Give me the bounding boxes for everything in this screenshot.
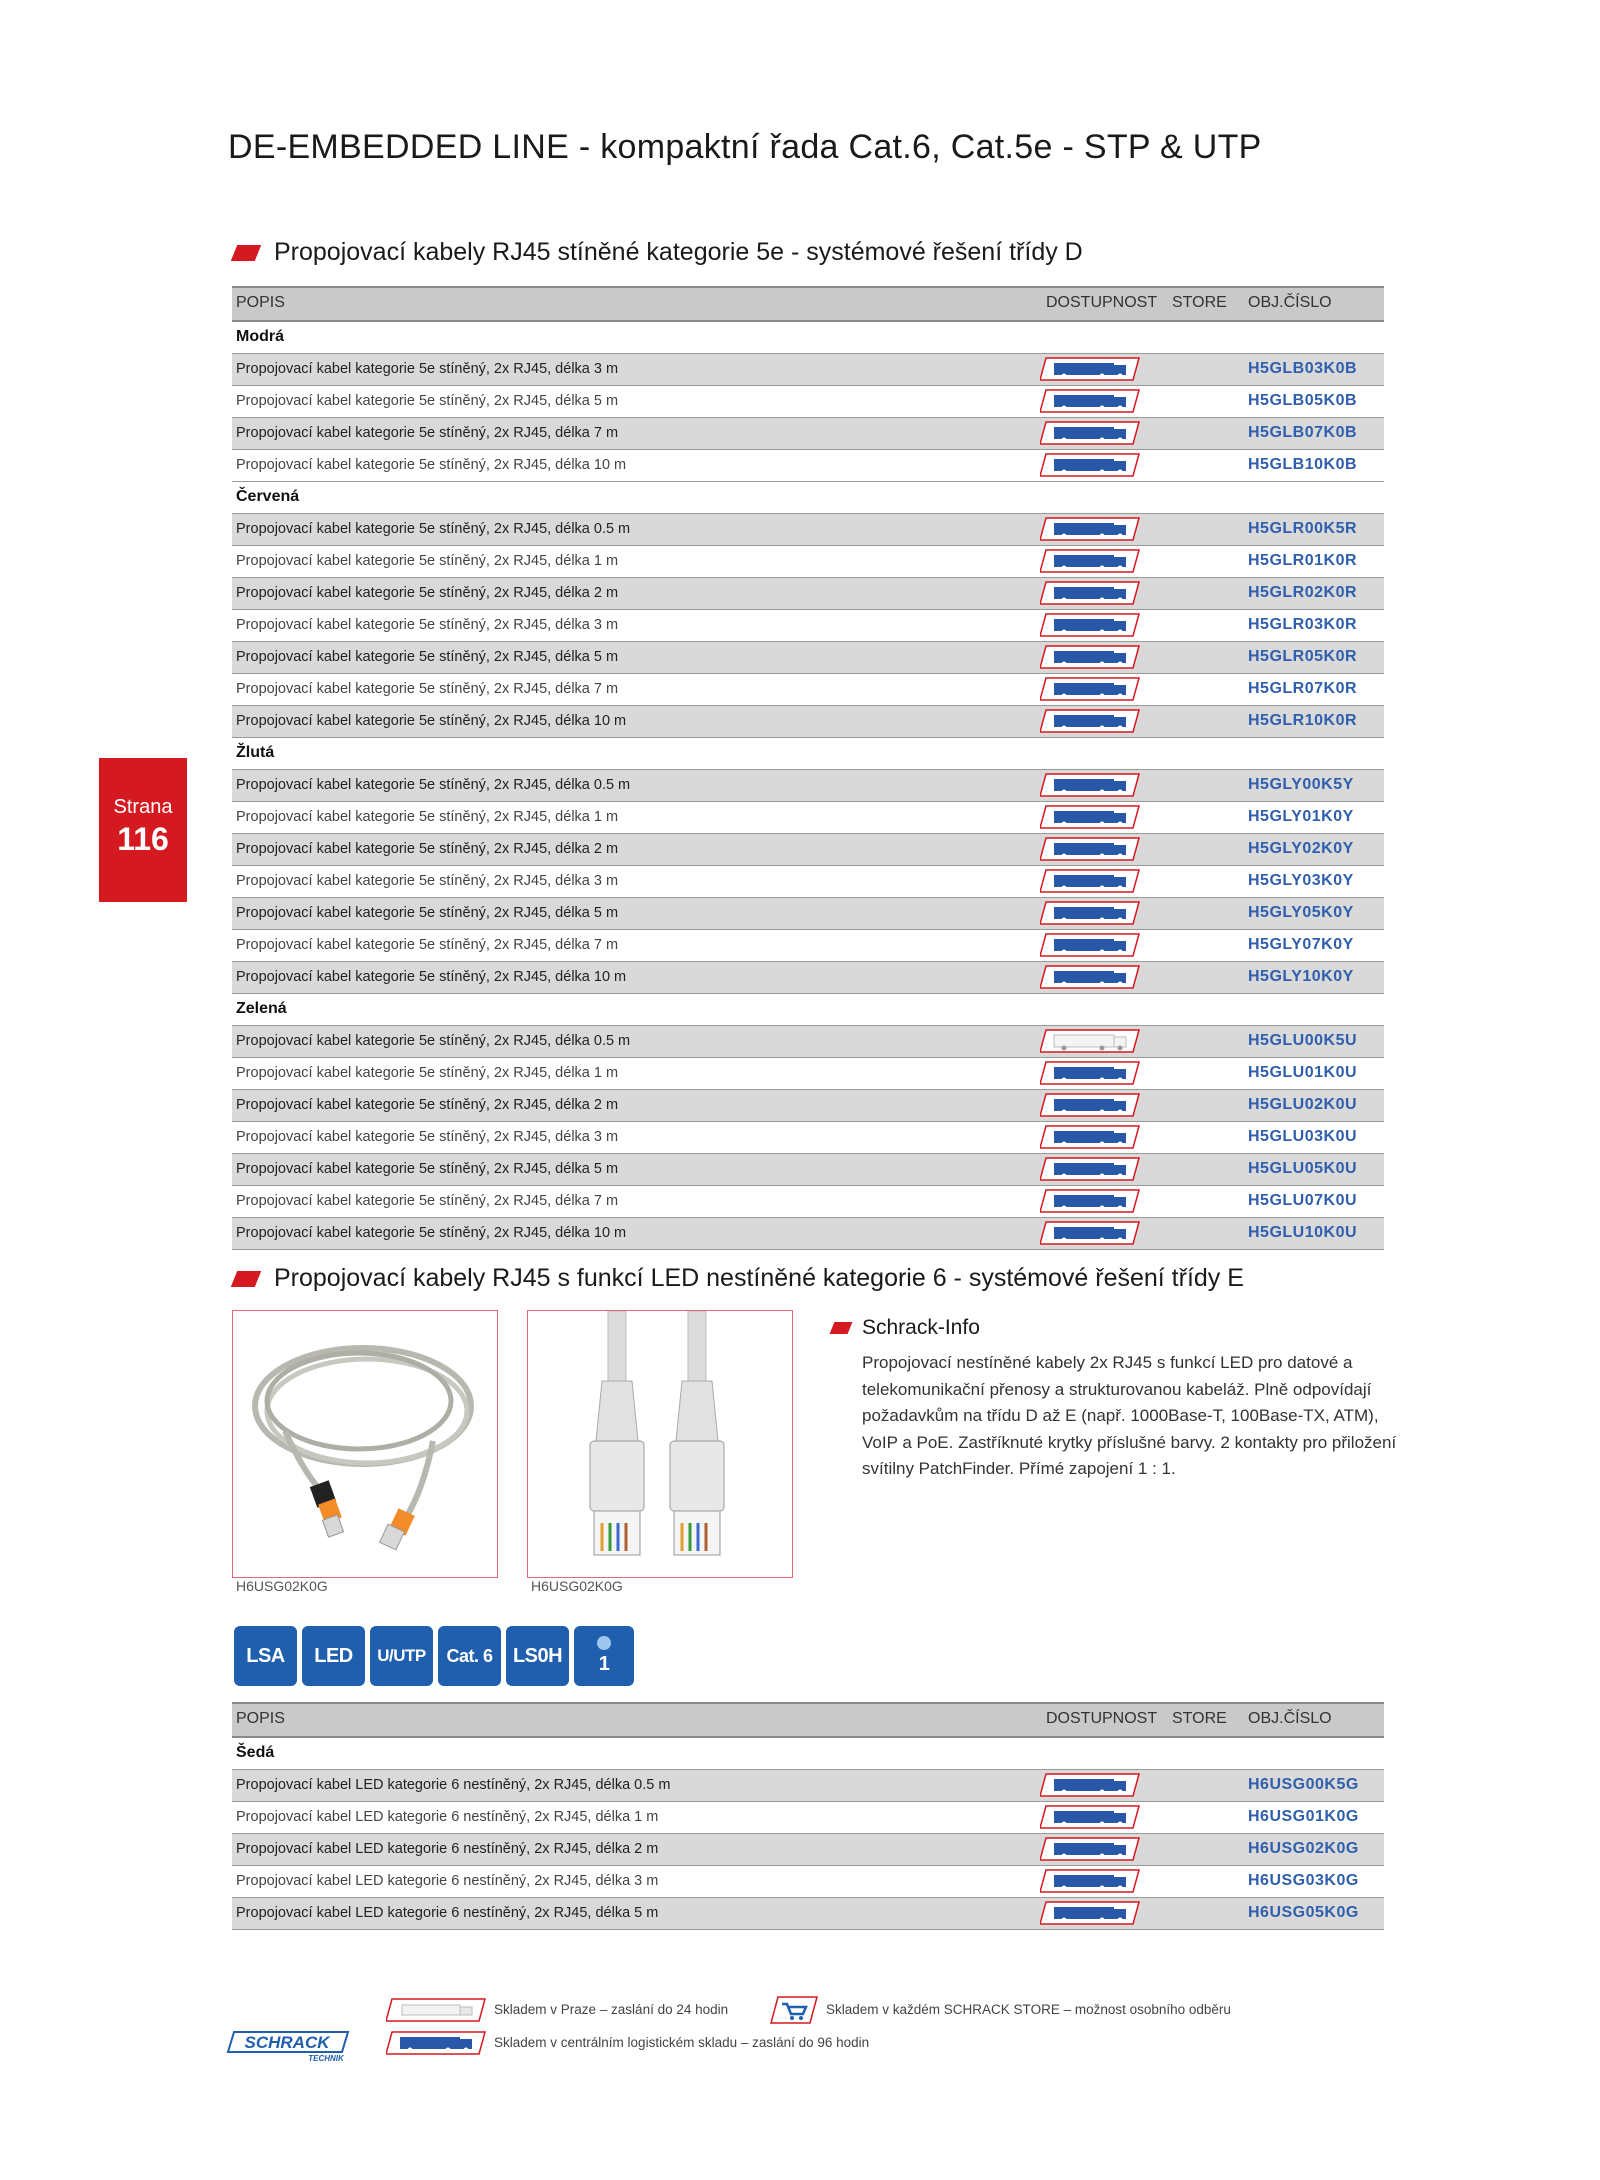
truck-central-icon — [1040, 389, 1140, 413]
badge-patchfinder-value: 1 — [598, 1653, 610, 1675]
group-row — [232, 482, 1384, 514]
order-number: H5GLR10K0R — [1248, 712, 1358, 729]
product-table-cat6-led — [232, 1702, 1384, 1930]
table-row — [232, 1026, 1384, 1058]
row-description: Propojovací kabel kategorie 5e stíněný, 2x RJ45, délka 10 m — [236, 457, 627, 473]
row-description: Propojovací kabel kategorie 5e stíněný, 2x RJ45, délka 1 m — [236, 1065, 619, 1081]
table-row — [232, 770, 1384, 802]
table-row — [232, 578, 1384, 610]
table-row — [232, 1186, 1384, 1218]
truck-central-icon — [1040, 357, 1140, 381]
group-name: Zelená — [236, 1000, 287, 1017]
col-store: STORE — [1172, 294, 1227, 311]
group-row — [232, 994, 1384, 1026]
table-row — [232, 1122, 1384, 1154]
row-description: Propojovací kabel LED kategorie 6 nestíněný, 2x RJ45, délka 3 m — [236, 1873, 659, 1889]
table-row — [232, 1834, 1384, 1866]
order-number: H5GLR01K0R — [1248, 552, 1358, 569]
row-description: Propojovací kabel kategorie 5e stíněný, 2x RJ45, délka 5 m — [236, 905, 619, 921]
truck-central-icon — [1040, 869, 1140, 893]
truck-prague-icon — [1040, 1029, 1140, 1053]
col-popis: POPIS — [236, 294, 285, 311]
order-number: H6USG05K0G — [1248, 1904, 1359, 1921]
order-number: H6USG03K0G — [1248, 1872, 1359, 1889]
truck-central-icon — [1040, 453, 1140, 477]
truck-central-icon — [1040, 1773, 1140, 1797]
order-number: H6USG02K0G — [1248, 1840, 1359, 1857]
row-description: Propojovací kabel kategorie 5e stíněný, 2x RJ45, délka 7 m — [236, 1193, 619, 1209]
order-number: H5GLY00K5Y — [1248, 776, 1354, 793]
page-number: 116 — [117, 821, 169, 857]
table-header — [232, 286, 1384, 322]
group-name: Žlutá — [236, 744, 275, 761]
truck-central-icon — [1040, 549, 1140, 573]
row-description: Propojovací kabel kategorie 5e stíněný, 2x RJ45, délka 10 m — [236, 1225, 627, 1241]
row-description: Propojovací kabel kategorie 5e stíněný, 2x RJ45, délka 7 m — [236, 425, 619, 441]
schrack-logo-image — [226, 2030, 350, 2064]
legend-prague: Skladem v Praze – zaslání do 24 hodin — [494, 2002, 729, 2017]
table-row — [232, 898, 1384, 930]
order-number: H5GLR02K0R — [1248, 584, 1358, 601]
order-number: H5GLU02K0U — [1248, 1096, 1358, 1113]
row-description: Propojovací kabel kategorie 5e stíněný, 2x RJ45, délka 2 m — [236, 585, 619, 601]
order-number: H6USG00K5G — [1248, 1776, 1359, 1793]
page-title: DE-EMBEDDED LINE - kompaktní řada Cat.6, Cat.5e - STP & UTP — [228, 128, 1262, 166]
section2-heading-text: Propojovací kabely RJ45 s funkcí LED nestíněné kategorie 6 - systémové řešení třídy E — [274, 1264, 1244, 1292]
order-number: H5GLU05K0U — [1248, 1160, 1358, 1177]
truck-central-icon — [1040, 1221, 1140, 1245]
truck-central-icon — [1040, 1125, 1140, 1149]
table-row — [232, 962, 1384, 994]
cart-store-icon — [770, 1996, 818, 2024]
truck-central-icon — [1040, 1805, 1140, 1829]
truck-central-icon — [1040, 1837, 1140, 1861]
legend-central: Skladem v centrálním logistickém skladu – zaslání do 96 hodin — [494, 2035, 870, 2050]
table-row — [232, 674, 1384, 706]
group-name: Šedá — [236, 1744, 275, 1761]
row-description: Propojovací kabel LED kategorie 6 nestíněný, 2x RJ45, délka 0.5 m — [236, 1777, 671, 1793]
section-marker-icon — [231, 245, 261, 261]
logo-subtitle: TECHNIK — [308, 2054, 344, 2063]
product-photo-connectors — [527, 1310, 793, 1578]
row-description: Propojovací kabel kategorie 5e stíněný, 2x RJ45, délka 10 m — [236, 969, 627, 985]
order-number: H5GLU01K0U — [1248, 1064, 1358, 1081]
table-row — [232, 706, 1384, 738]
table-row — [232, 1218, 1384, 1250]
row-description: Propojovací kabel kategorie 5e stíněný, 2x RJ45, délka 3 m — [236, 1129, 619, 1145]
truck-central-icon — [1040, 805, 1140, 829]
truck-central-icon — [1040, 677, 1140, 701]
truck-central-icon — [1040, 1189, 1140, 1213]
order-number: H5GLU07K0U — [1248, 1192, 1358, 1209]
schrack-info-title: Schrack-Info — [862, 1316, 980, 1339]
truck-prague-icon — [386, 1998, 486, 2022]
order-number: H5GLU00K5U — [1248, 1032, 1358, 1049]
order-number: H5GLR07K0R — [1248, 680, 1358, 697]
row-description: Propojovací kabel kategorie 5e stíněný, 2x RJ45, délka 3 m — [236, 361, 619, 377]
order-number: H5GLY10K0Y — [1248, 968, 1354, 985]
table-row — [232, 1866, 1384, 1898]
table-row — [232, 514, 1384, 546]
col-obj-cislo: OBJ.ČÍSLO — [1248, 1710, 1332, 1727]
col-obj-cislo: OBJ.ČÍSLO — [1248, 294, 1332, 311]
row-description: Propojovací kabel kategorie 5e stíněný, 2x RJ45, délka 10 m — [236, 713, 627, 729]
row-description: Propojovací kabel kategorie 5e stíněný, 2x RJ45, délka 5 m — [236, 1161, 619, 1177]
legend-store: Skladem v každém SCHRACK STORE – možnost osobního odběru — [826, 2002, 1231, 2017]
row-description: Propojovací kabel kategorie 5e stíněný, 2x RJ45, délka 2 m — [236, 841, 619, 857]
table-row — [232, 834, 1384, 866]
photo-caption-2: H6USG02K0G — [531, 1578, 623, 1594]
schrack-info-heading — [832, 1316, 980, 1340]
truck-central-icon — [1040, 421, 1140, 445]
group-row — [232, 322, 1384, 354]
schrack-info-text: Propojovací nestíněné kabely 2x RJ45 s funkcí LED pro datové a telekomunikační přenosy a strukturovanou kabeláž. Plně odpovídají požadavkům na třídu D až E (např. 1000Base-T, 100Base-TX, ATM), VoIP a PoE. Zastříknuté krytky příslušné barvy. 2 kontakty pro přiložení svítilny PatchFinder. Přímé zapojení 1 : 1. — [862, 1353, 1397, 1478]
logo-wordmark: SCHRACK — [244, 2033, 330, 2052]
group-row — [232, 1738, 1384, 1770]
table-row — [232, 1802, 1384, 1834]
section-marker-icon — [830, 1322, 853, 1334]
section2-heading — [234, 1264, 1244, 1293]
section-marker-icon — [231, 1271, 261, 1287]
truck-central-icon — [1040, 773, 1140, 797]
col-store: STORE — [1172, 1710, 1227, 1727]
row-description: Propojovací kabel kategorie 5e stíněný, 2x RJ45, délka 5 m — [236, 393, 619, 409]
row-description: Propojovací kabel kategorie 5e stíněný, 2x RJ45, délka 5 m — [236, 649, 619, 665]
order-number: H5GLU03K0U — [1248, 1128, 1358, 1145]
truck-central-icon — [1040, 1093, 1140, 1117]
order-number: H5GLR05K0R — [1248, 648, 1358, 665]
product-table-cat5e — [232, 286, 1384, 1250]
row-description: Propojovací kabel kategorie 5e stíněný, 2x RJ45, délka 3 m — [236, 617, 619, 633]
truck-central-icon — [1040, 1901, 1140, 1925]
section1-heading-text: Propojovací kabely RJ45 stíněné kategorie 5e - systémové řešení třídy D — [274, 238, 1083, 266]
table-row — [232, 386, 1384, 418]
order-number: H6USG01K0G — [1248, 1808, 1359, 1825]
truck-central-icon — [1040, 1061, 1140, 1085]
truck-central-icon — [1040, 837, 1140, 861]
row-description: Propojovací kabel LED kategorie 6 nestíněný, 2x RJ45, délka 5 m — [236, 1905, 659, 1921]
truck-central-icon — [1040, 901, 1140, 925]
order-number: H5GLY03K0Y — [1248, 872, 1354, 889]
badge-ls0h: LS0H — [506, 1626, 569, 1686]
truck-central-icon — [386, 2031, 486, 2055]
page-tab-label: Strana — [113, 796, 173, 818]
row-description: Propojovací kabel kategorie 5e stíněný, 2x RJ45, délka 1 m — [236, 809, 619, 825]
row-description: Propojovací kabel LED kategorie 6 nestíněný, 2x RJ45, délka 1 m — [236, 1809, 659, 1825]
table-row — [232, 1770, 1384, 1802]
group-name: Modrá — [236, 328, 284, 345]
table-row — [232, 1898, 1384, 1930]
badge-patchfinder — [574, 1626, 634, 1686]
row-description: Propojovací kabel kategorie 5e stíněný, 2x RJ45, délka 7 m — [236, 937, 619, 953]
table-header — [232, 1702, 1384, 1738]
row-description: Propojovací kabel kategorie 5e stíněný, 2x RJ45, délka 0.5 m — [236, 777, 631, 793]
product-photo-coiled-cable — [232, 1310, 498, 1578]
badge-uutp: U/UTP — [370, 1626, 433, 1686]
photo-caption-1: H6USG02K0G — [236, 1578, 328, 1594]
connectors-image — [528, 1311, 792, 1577]
truck-central-icon — [1040, 613, 1140, 637]
order-number: H5GLB03K0B — [1248, 360, 1358, 377]
table-row — [232, 866, 1384, 898]
table-row — [232, 450, 1384, 482]
table-row — [232, 546, 1384, 578]
row-description: Propojovací kabel kategorie 5e stíněný, 2x RJ45, délka 0.5 m — [236, 1033, 631, 1049]
row-description: Propojovací kabel kategorie 5e stíněný, 2x RJ45, délka 0.5 m — [236, 521, 631, 537]
truck-central-icon — [1040, 1869, 1140, 1893]
section1-heading — [234, 238, 1083, 267]
row-description: Propojovací kabel kategorie 5e stíněný, 2x RJ45, délka 1 m — [236, 553, 619, 569]
badge-lsa: LSA — [234, 1626, 297, 1686]
order-number: H5GLY05K0Y — [1248, 904, 1354, 921]
order-number: H5GLY01K0Y — [1248, 808, 1354, 825]
row-description: Propojovací kabel kategorie 5e stíněný, 2x RJ45, délka 2 m — [236, 1097, 619, 1113]
badge-cat6: Cat. 6 — [438, 1626, 501, 1686]
order-number: H5GLB07K0B — [1248, 424, 1358, 441]
truck-central-icon — [1040, 933, 1140, 957]
col-dostupnost: DOSTUPNOST — [1046, 1710, 1158, 1727]
order-number: H5GLR03K0R — [1248, 616, 1358, 633]
truck-central-icon — [1040, 581, 1140, 605]
patchfinder-icon — [597, 1636, 611, 1650]
table-row — [232, 610, 1384, 642]
table-row — [232, 1090, 1384, 1122]
page-number-tab — [99, 758, 187, 902]
table-row — [232, 354, 1384, 386]
coiled-cable-image — [233, 1311, 497, 1577]
row-description: Propojovací kabel LED kategorie 6 nestíněný, 2x RJ45, délka 2 m — [236, 1841, 659, 1857]
table-row — [232, 1058, 1384, 1090]
order-number: H5GLB10K0B — [1248, 456, 1358, 473]
row-description: Propojovací kabel kategorie 5e stíněný, 2x RJ45, délka 7 m — [236, 681, 619, 697]
group-name: Červená — [236, 488, 300, 505]
table-row — [232, 802, 1384, 834]
table-row — [232, 930, 1384, 962]
table-row — [232, 418, 1384, 450]
truck-central-icon — [1040, 517, 1140, 541]
order-number: H5GLU10K0U — [1248, 1224, 1358, 1241]
order-number: H5GLR00K5R — [1248, 520, 1358, 537]
row-description: Propojovací kabel kategorie 5e stíněný, 2x RJ45, délka 3 m — [236, 873, 619, 889]
truck-central-icon — [1040, 1157, 1140, 1181]
order-number: H5GLY07K0Y — [1248, 936, 1354, 953]
order-number: H5GLB05K0B — [1248, 392, 1358, 409]
truck-central-icon — [1040, 709, 1140, 733]
col-popis: POPIS — [236, 1710, 285, 1727]
truck-central-icon — [1040, 645, 1140, 669]
schrack-logo — [226, 2030, 350, 2064]
col-dostupnost: DOSTUPNOST — [1046, 294, 1158, 311]
table-row — [232, 1154, 1384, 1186]
group-row — [232, 738, 1384, 770]
truck-central-icon — [1040, 965, 1140, 989]
badge-led: LED — [302, 1626, 365, 1686]
table-row — [232, 642, 1384, 674]
feature-badges — [234, 1626, 634, 1686]
order-number: H5GLY02K0Y — [1248, 840, 1354, 857]
